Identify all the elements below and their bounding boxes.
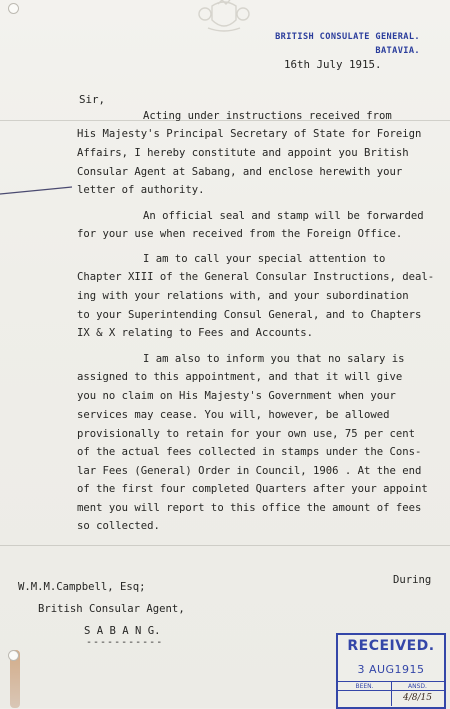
stamp-handwriting: 4/8/15 [403,693,432,703]
salutation: Sir, [79,93,106,106]
body-line: to your Superintending Consul General, and to Chapters [77,309,422,321]
fold-crease [0,545,450,546]
body-line: IX & X relating to Fees and Accounts. [77,327,313,339]
body-line: Acting under instructions received from [143,110,392,122]
body-line: His Majesty's Principal Secretary of State for Foreign [77,128,422,140]
stamp-grid [338,681,444,706]
body-line: services may cease. You will, however, be allowed [77,409,390,421]
stray-ink-line [0,186,74,196]
body-line: Consular Agent at Sabang, and enclose herewith your [77,166,403,178]
body-line: An official seal and stamp will be forwarded [143,210,424,222]
letter-date: 16th July 1915. [284,58,382,71]
letterhead [275,30,420,58]
stamp-label: BEEN. [338,683,391,691]
embossed-crest-icon [196,0,252,36]
body-line: provisionally to retain for your own use, 75 per cent [77,428,416,440]
body-line: assigned to this appointment, and that it will give [77,371,403,383]
catchword: During [393,574,432,586]
body-line: you no claim on His Majesty's Government when your [77,390,396,402]
body-line: for your use when received from the Foreign Office. [77,228,403,240]
body-line: ment you will report to this office the amount of fees [77,502,422,514]
body-line: Chapter XIII of the General Consular Instructions, deal- [77,271,435,283]
stamp-title: RECEIVED. [347,638,435,654]
letterhead-line: BATAVIA. [375,46,420,56]
place-underline: ----------- [86,637,164,648]
body-line: of the first four completed Quarters after your appoint [77,483,428,495]
body-line: lar Fees (General) Order in Council, 1906 . At the end [77,465,422,477]
received-stamp [336,633,446,709]
body-line: of the actual fees collected in stamps under the Cons- [77,446,422,458]
body-line: letter of authority. [77,184,205,196]
body-line: I am to call your special attention to [143,253,386,265]
body-line: Affairs, I hereby constitute and appoint you British [77,147,409,159]
stamp-column-ansd [391,682,444,706]
addressee-title: British Consular Agent, [38,603,185,615]
letterhead-line: BRITISH CONSULATE GENERAL. [275,32,420,42]
punch-hole [8,650,19,661]
stamp-label: ANSD. [391,683,444,691]
body-line: I am also to inform you that no salary is [143,353,405,365]
stamp-column-been [338,682,392,706]
addressee-name: W.M.M.Campbell, Esq; [18,581,146,593]
body-line: so collected. [77,520,160,532]
stamp-date: 3 AUG1915 [357,663,425,676]
addressee-place: S A B A N G. [84,625,161,637]
body-line: ing with your relations with, and your subordination [77,290,409,302]
punch-hole [8,3,19,14]
